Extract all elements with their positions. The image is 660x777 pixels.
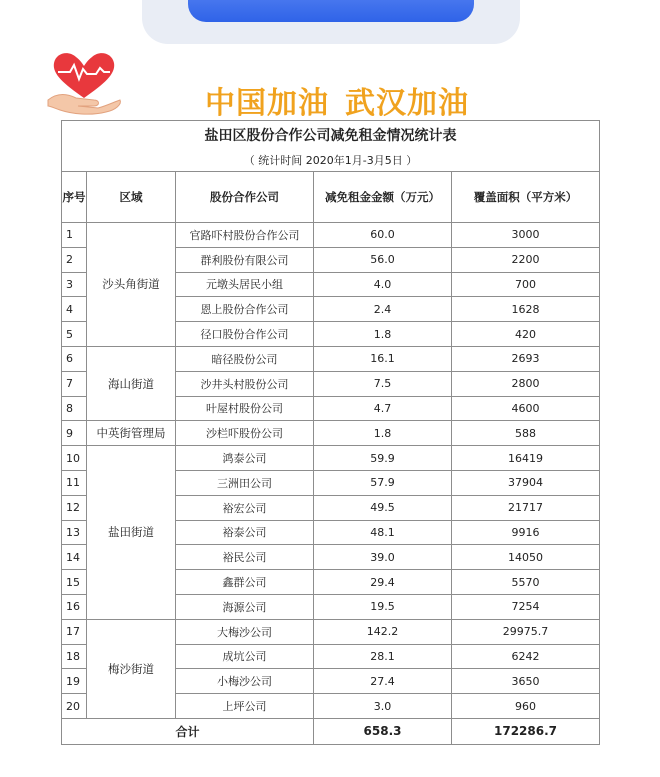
row-no: 8	[62, 396, 87, 421]
slogan-part2: 武汉加油	[345, 86, 469, 121]
heart-hand-icon	[44, 48, 124, 116]
total-amount: 658.3	[314, 718, 452, 744]
header-company: 股份合作公司	[176, 172, 314, 223]
row-no: 7	[62, 371, 87, 396]
amount-cell: 2.4	[314, 297, 452, 322]
company-cell: 大梅沙公司	[176, 619, 314, 644]
area-cell: 6242	[452, 644, 600, 669]
row-no: 4	[62, 297, 87, 322]
row-no: 13	[62, 520, 87, 545]
header-region: 区域	[87, 172, 176, 223]
table-row	[62, 619, 600, 644]
amount-cell: 4.7	[314, 396, 452, 421]
area-cell: 2693	[452, 346, 600, 371]
row-no: 17	[62, 619, 87, 644]
company-cell: 裕民公司	[176, 545, 314, 570]
row-no: 18	[62, 644, 87, 669]
area-cell: 16419	[452, 446, 600, 471]
amount-cell: 142.2	[314, 619, 452, 644]
area-cell: 700	[452, 272, 600, 297]
area-cell: 37904	[452, 470, 600, 495]
company-cell: 小梅沙公司	[176, 669, 314, 694]
region-cell: 梅沙街道	[87, 619, 176, 718]
banner-pill	[188, 0, 474, 22]
table-row	[62, 346, 600, 371]
row-no: 1	[62, 223, 87, 248]
amount-cell: 7.5	[314, 371, 452, 396]
total-row	[62, 718, 600, 744]
amount-cell: 4.0	[314, 272, 452, 297]
company-cell: 裕宏公司	[176, 495, 314, 520]
amount-cell: 48.1	[314, 520, 452, 545]
region-cell: 海山街道	[87, 346, 176, 420]
area-cell: 29975.7	[452, 619, 600, 644]
row-no: 20	[62, 694, 87, 719]
row-no: 3	[62, 272, 87, 297]
company-cell: 恩上股份合作公司	[176, 297, 314, 322]
amount-cell: 39.0	[314, 545, 452, 570]
company-cell: 叶屋村股份公司	[176, 396, 314, 421]
row-no: 2	[62, 247, 87, 272]
total-label: 合计	[62, 718, 314, 744]
amount-cell: 28.1	[314, 644, 452, 669]
company-cell: 官路吓村股份合作公司	[176, 223, 314, 248]
row-no: 19	[62, 669, 87, 694]
company-cell: 沙栏吓股份公司	[176, 421, 314, 446]
row-no: 10	[62, 446, 87, 471]
area-cell: 2200	[452, 247, 600, 272]
slogan	[205, 78, 485, 122]
company-cell: 径口股份合作公司	[176, 322, 314, 347]
company-cell: 上坪公司	[176, 694, 314, 719]
area-cell: 2800	[452, 371, 600, 396]
row-no: 12	[62, 495, 87, 520]
area-cell: 3000	[452, 223, 600, 248]
company-cell: 三洲田公司	[176, 470, 314, 495]
area-cell: 588	[452, 421, 600, 446]
amount-cell: 59.9	[314, 446, 452, 471]
amount-cell: 49.5	[314, 495, 452, 520]
amount-cell: 16.1	[314, 346, 452, 371]
table-header-row	[62, 172, 600, 223]
row-no: 6	[62, 346, 87, 371]
statistics-table-container	[61, 120, 599, 745]
header-amount: 减免租金金额（万元）	[314, 172, 452, 223]
amount-cell: 57.9	[314, 470, 452, 495]
header-no: 序号	[62, 172, 87, 223]
region-cell: 沙头角街道	[87, 223, 176, 347]
area-cell: 21717	[452, 495, 600, 520]
company-cell: 鸿泰公司	[176, 446, 314, 471]
area-cell: 960	[452, 694, 600, 719]
table-row	[62, 223, 600, 248]
amount-cell: 56.0	[314, 247, 452, 272]
company-cell: 鑫群公司	[176, 570, 314, 595]
area-cell: 420	[452, 322, 600, 347]
top-banner	[142, 0, 520, 44]
slogan-part1: 中国加油	[205, 86, 329, 121]
header-area: 覆盖面积（平方米）	[452, 172, 600, 223]
amount-cell: 1.8	[314, 322, 452, 347]
company-cell: 群利股份有限公司	[176, 247, 314, 272]
amount-cell: 27.4	[314, 669, 452, 694]
row-no: 9	[62, 421, 87, 446]
company-cell: 暗径股份公司	[176, 346, 314, 371]
row-no: 11	[62, 470, 87, 495]
area-cell: 14050	[452, 545, 600, 570]
total-area: 172286.7	[452, 718, 600, 744]
amount-cell: 29.4	[314, 570, 452, 595]
table-row	[62, 421, 600, 446]
company-cell: 海源公司	[176, 594, 314, 619]
row-no: 15	[62, 570, 87, 595]
table-row	[62, 446, 600, 471]
area-cell: 5570	[452, 570, 600, 595]
row-no: 14	[62, 545, 87, 570]
area-cell: 9916	[452, 520, 600, 545]
table-subtitle: （ 统计时间 2020年1月-3月5日 ）	[62, 149, 600, 172]
area-cell: 4600	[452, 396, 600, 421]
company-cell: 沙井头村股份公司	[176, 371, 314, 396]
amount-cell: 3.0	[314, 694, 452, 719]
amount-cell: 60.0	[314, 223, 452, 248]
area-cell: 1628	[452, 297, 600, 322]
company-cell: 成坑公司	[176, 644, 314, 669]
row-no: 16	[62, 594, 87, 619]
amount-cell: 1.8	[314, 421, 452, 446]
table-title: 盐田区股份合作公司减免租金情况统计表	[62, 121, 600, 150]
area-cell: 7254	[452, 594, 600, 619]
area-cell: 3650	[452, 669, 600, 694]
company-cell: 裕泰公司	[176, 520, 314, 545]
statistics-table	[61, 120, 600, 745]
region-cell: 中英街管理局	[87, 421, 176, 446]
company-cell: 元墩头居民小组	[176, 272, 314, 297]
row-no: 5	[62, 322, 87, 347]
amount-cell: 19.5	[314, 594, 452, 619]
region-cell: 盐田街道	[87, 446, 176, 620]
